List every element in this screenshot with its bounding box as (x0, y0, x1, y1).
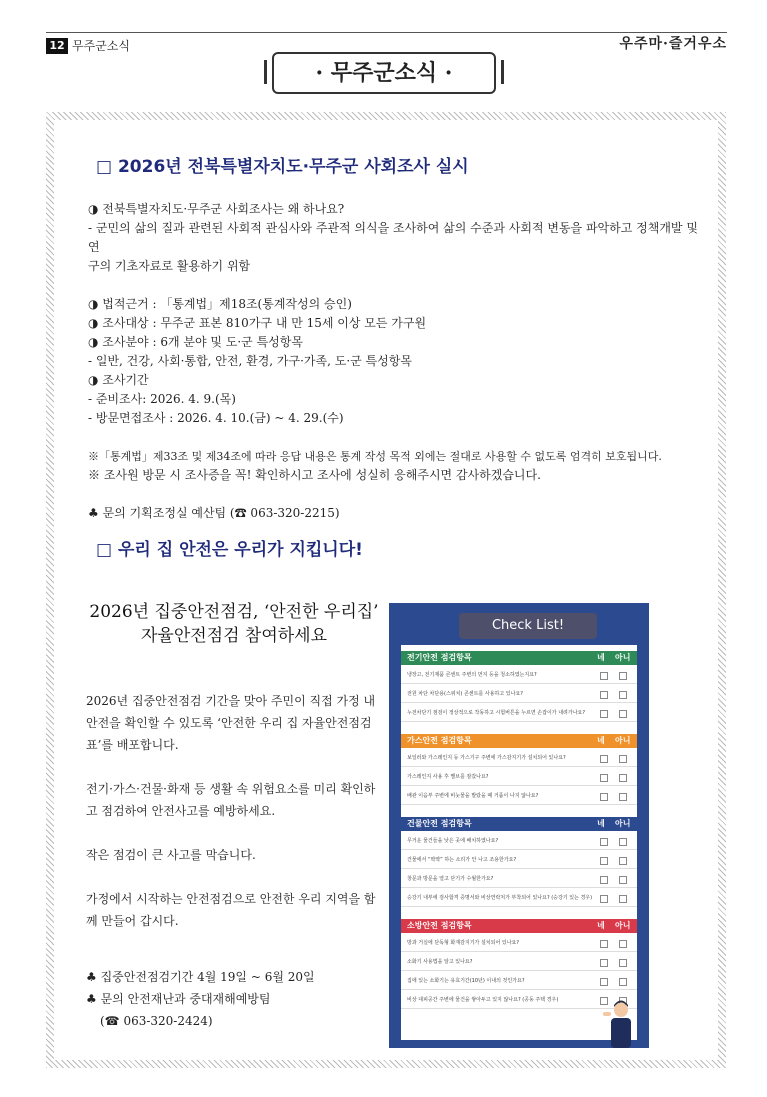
checklist-category-name: 소방안전 점검항목 (407, 921, 472, 930)
safety-text (86, 690, 386, 1032)
checklist-item (401, 852, 637, 869)
safety-p4: 가정에서 시작하는 안전점검으로 안전한 우리 지역을 함께 만들어 갑시다. (86, 892, 376, 928)
checklist-item (401, 890, 637, 907)
checklist-item-text: 방과 거실에 단독형 화재감지기가 설치되어 있나요? (407, 940, 520, 946)
page-number: 12 (46, 38, 68, 54)
survey-legal: ◑ 법적근거 : 「통계법」제18조(통계작성의 승인) (88, 297, 352, 311)
survey-q1-answer1: - 군민의 삶의 질과 관련된 사회적 관심사와 주관적 의식을 조사하여 삶의 수준과 사회적 변동을 파악하고 정책개발 및 연 (88, 221, 698, 254)
safety-headline-line1: 2026년 집중안전점검, ‘안전한 우리집’ (89, 602, 379, 622)
checklist-yes-label: 네 (597, 653, 605, 662)
checklist-item (401, 973, 637, 990)
no-checkbox[interactable] (619, 774, 627, 782)
yes-checkbox[interactable] (600, 672, 608, 680)
yes-checkbox[interactable] (600, 710, 608, 718)
yes-checkbox[interactable] (600, 959, 608, 967)
checklist-item-text: 보일러와 가스레인지 등 가스기구 주변에 가스감지기가 설치되어 있나요? (407, 755, 566, 761)
checklist-category-name: 건물안전 점검항목 (407, 819, 472, 828)
checklist-no-label: 아니오 (615, 921, 631, 944)
no-checkbox[interactable] (619, 959, 627, 967)
safety-headline (84, 600, 384, 648)
checklist-item (401, 667, 637, 684)
no-checkbox[interactable] (619, 895, 627, 903)
yes-checkbox[interactable] (600, 857, 608, 865)
checklist-item-text: 창문과 방문을 열고 닫기가 수월한가요? (407, 876, 494, 882)
yes-checkbox[interactable] (600, 876, 608, 884)
checklist-item (401, 686, 637, 703)
article-body (54, 120, 718, 1060)
checklist-item-text: 건물에서 “딱딱” 하는 소리가 안 나고 조용한가요? (407, 857, 517, 863)
safety-p1: 2026년 집중안전점검 기간을 맞아 주민이 직접 가정 내 안전을 확인할 수 있도록 ‘안전한 우리 집 자율안전점검표’를 배포합니다. (86, 694, 376, 752)
yes-checkbox[interactable] (600, 774, 608, 782)
survey-prep: - 준비조사: 2026. 4. 9.(목) (88, 392, 236, 406)
checklist-no-label: 아니오 (615, 819, 631, 842)
safety-period: ♣ 집중안전점검기간 4월 19일 ~ 6월 20일 (86, 970, 315, 984)
person-illustration-icon (601, 998, 635, 1048)
no-checkbox[interactable] (619, 876, 627, 884)
checklist-item (401, 833, 637, 850)
survey-q1-answer2: 구의 기초자료로 활용하기 위함 (88, 259, 251, 273)
section-name: 무주군소식 (72, 39, 130, 53)
checklist-item (401, 750, 637, 767)
header-rule (46, 32, 727, 33)
checklist-item (401, 788, 637, 805)
yes-checkbox[interactable] (600, 755, 608, 763)
checklist-category-name: 가스안전 점검항목 (407, 736, 472, 745)
checklist-item-text: 전원 차단 차단용(스위치) 콘센트를 사용하고 있나요? (407, 691, 523, 697)
yes-checkbox[interactable] (600, 691, 608, 699)
no-checkbox[interactable] (619, 838, 627, 846)
survey-visit: - 방문면접조사 : 2026. 4. 10.(금) ~ 4. 29.(수) (88, 411, 344, 425)
survey-note1: ※「통계법」제33조 및 제34조에 따라 응답 내용은 통계 작성 목적 외에는 절대로 사용할 수 없도록 엄격히 보호됩니다. (88, 450, 662, 463)
checklist-item-text: 배관 이음부 주변에 비눗물을 발랐을 때 거품이 나지 않나요? (407, 793, 539, 799)
safety-p3: 작은 점검이 큰 사고를 막습니다. (86, 848, 256, 862)
checklist-yes-label: 네 (597, 921, 605, 930)
header-logo: 우주마·즐거우소 (619, 36, 727, 52)
survey-fields-detail: - 일반, 건강, 사회·통합, 안전, 환경, 가구·가족, 도·군 특성항목 (88, 354, 412, 368)
yes-checkbox[interactable] (600, 940, 608, 948)
survey-fields: ◑ 조사분야 : 6개 분야 및 도·군 특성항목 (88, 335, 303, 349)
no-checkbox[interactable] (619, 940, 627, 948)
checklist-paper (401, 645, 637, 1040)
checklist-item-text: 무거운 물건들을 낮은 곳에 배치하였나요? (407, 838, 499, 844)
checklist-item (401, 705, 637, 722)
survey-text (88, 200, 698, 523)
checklist-item-text: 소화기 사용법을 알고 있나요? (407, 959, 473, 965)
no-checkbox[interactable] (619, 978, 627, 986)
checklist-heading: Check List! (459, 613, 597, 639)
no-checkbox[interactable] (619, 710, 627, 718)
checklist-item-text: 비상 대피공간 주변에 물건을 쌓아두고 있지 않나요? (공동 주택 경우) (407, 997, 559, 1003)
checklist-item (401, 954, 637, 971)
checklist-yes-label: 네 (597, 819, 605, 828)
checklist-item (401, 935, 637, 952)
checklist-no-label: 아니오 (615, 736, 631, 759)
survey-title: □ 2026년 전북특별자치도·무주군 사회조사 실시 (96, 157, 469, 177)
checklist-category-name: 전기안전 점검항목 (407, 653, 472, 662)
page-title: · 무주군소식 · (272, 52, 496, 94)
checklist-no-label: 아니오 (615, 653, 631, 676)
no-checkbox[interactable] (619, 672, 627, 680)
checklist-item-text: 냉장고, 전기제품 콘센트 주변의 먼지 등을 청소하였는지요? (407, 672, 537, 678)
safety-contact: ♣ 문의 안전재난과 중대재해예방팀 (86, 992, 271, 1006)
checklist-item-text: 승강기 내부에 검사합격 증명서와 비상연락처가 부착되어 있나요? (승강기 있는 경우) (407, 895, 592, 901)
safety-phone: (☎ 063-320-2424) (100, 1014, 213, 1028)
checklist-item (401, 769, 637, 786)
checklist-yes-label: 네 (597, 736, 605, 745)
yes-checkbox[interactable] (600, 895, 608, 903)
yes-checkbox[interactable] (600, 978, 608, 986)
checklist-item-text: 집에 있는 소화기는 유효기간(10년) 이내의 것인가요? (407, 978, 525, 984)
survey-contact: ♣ 문의 기획조정실 예산팀 (☎ 063-320-2215) (88, 506, 340, 520)
no-checkbox[interactable] (619, 691, 627, 699)
no-checkbox[interactable] (619, 755, 627, 763)
safety-title: □ 우리 집 안전은 우리가 지킵니다! (96, 540, 363, 560)
no-checkbox[interactable] (619, 857, 627, 865)
safety-checklist (389, 603, 649, 1048)
checklist-item (401, 871, 637, 888)
survey-period: ◑ 조사기간 (88, 373, 149, 387)
safety-p2: 전기·가스·건물·화재 등 생활 속 위험요소를 미리 확인하고 점검하여 안전사고를 예방하세요. (86, 782, 376, 818)
survey-q1: ◑ 전북특별자치도·무주군 사회조사는 왜 하나요? (88, 202, 345, 216)
article-frame (46, 112, 726, 1068)
yes-checkbox[interactable] (600, 838, 608, 846)
safety-headline-line2: 자율안전점검 참여하세요 (140, 626, 328, 646)
survey-target: ◑ 조사대상 : 무주군 표본 810가구 내 만 15세 이상 모든 가구원 (88, 316, 427, 330)
checklist-item-text: 누전차단기 점검이 정상적으로 작동하고 시험버튼을 누르면 손잡이가 내려가나요? (407, 710, 586, 716)
no-checkbox[interactable] (619, 793, 627, 801)
survey-note2: ※ 조사원 방문 시 조사증을 꼭! 확인하시고 조사에 성실히 응해주시면 감사하겠습니다. (88, 468, 541, 482)
checklist-item-text: 가스레인지 사용 후 밸브를 잠갔나요? (407, 774, 489, 780)
yes-checkbox[interactable] (600, 793, 608, 801)
